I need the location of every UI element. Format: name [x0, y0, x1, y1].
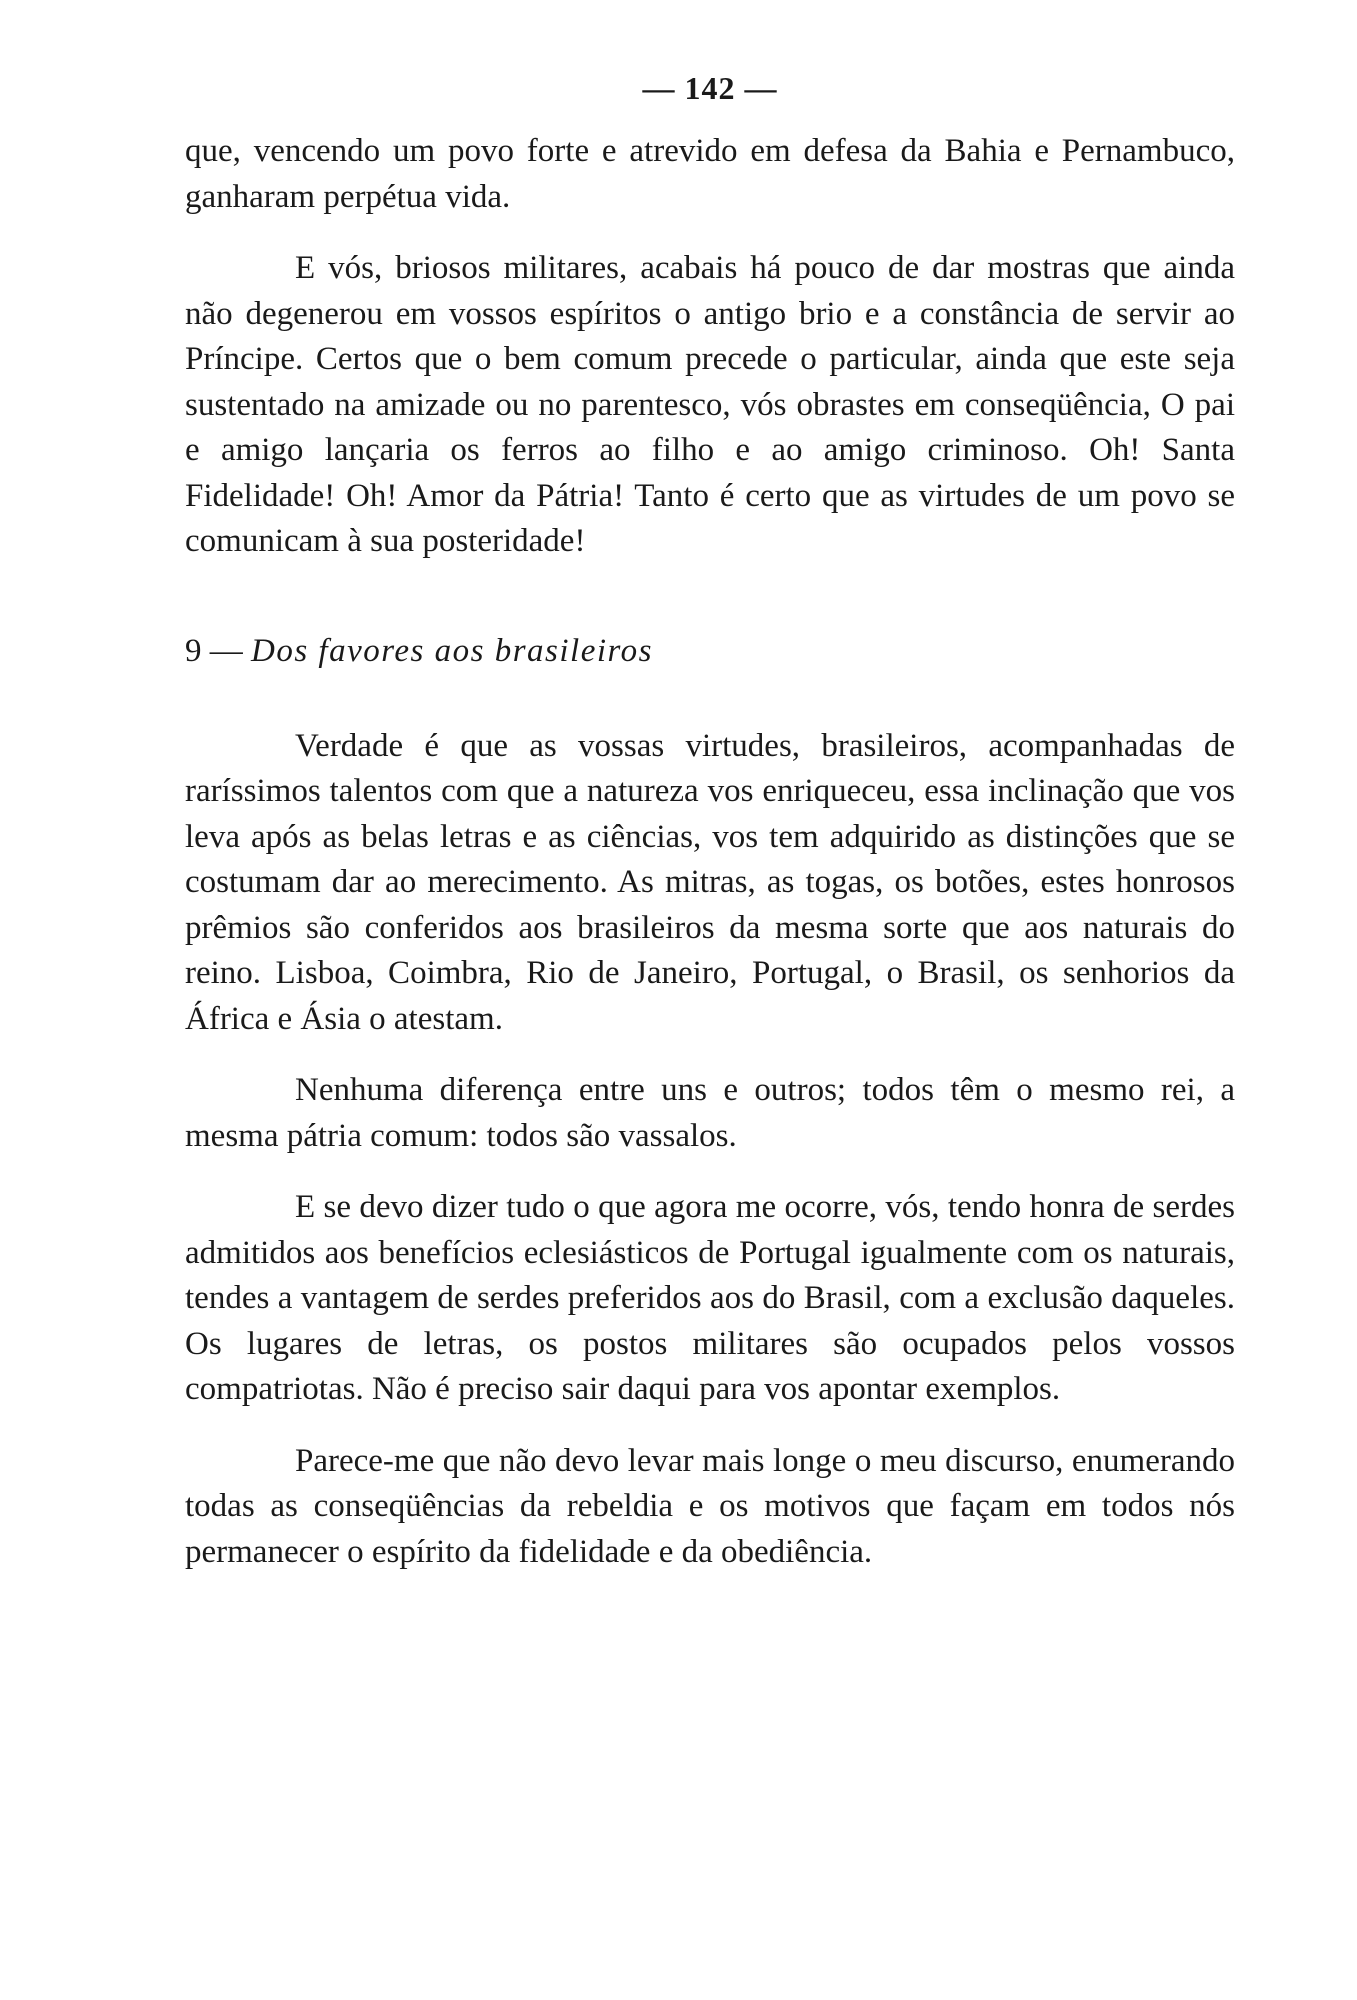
- paragraph-virtudes: Verdade é que as vossas virtudes, brasileiros, acompanhadas de raríssimos talentos com que a natureza vos enriqueceu, essa inclinação que vos leva após as belas letras e as ciências, vos tem adquirido as distinções que se costumam dar ao merecimento. As mitras, as togas, os botões, estes honrosos prêmios são conferidos aos brasileiros da mesma sorte que aos naturais do reino. Lisboa, Coimbra, Rio de Janeiro, Portugal, o Brasil, os senhorios da África e Ásia o atestam.: [185, 727, 1235, 1037]
- paragraph-conclusao: Parece-me que não devo levar mais longe o meu discurso, enumerando todas as conseqüências da rebeldia e os motivos que façam em todos nós permanecer o espírito da fidelidade e da obediência.: [185, 1442, 1235, 1570]
- paragraph-beneficios: E se devo dizer tudo o que agora me ocorre, vós, tendo honra de serdes admitidos aos benefícios eclesiásticos de Portugal igualmente com os naturais, tendes a vantagem de serdes preferidos aos do Brasil, com a exclusão daqueles. Os lugares de letras, os postos militares são ocupados pelos vossos compatriotas. Não é preciso sair daqui para vos apontar exemplos.: [185, 1189, 1235, 1407]
- page-number: — 142 —: [642, 70, 778, 106]
- document-page: [185, 70, 1235, 1575]
- paragraph-continuation: que, vencendo um povo forte e atrevido em defesa da Bahia e Pernambuco, ganharam perpétua vida.: [185, 133, 1235, 215]
- paragraph-militares: E vós, briosos militares, acabais há pouco de dar mostras que ainda não degenerou em vossos espíritos o antigo brio e a constância de servir ao Príncipe. Certos que o bem comum precede o particular, ainda que este seja sustentado na amizade ou no parentesco, vós obrastes em conseqüência, O pai e amigo lançaria os ferros ao filho e ao amigo criminoso. Oh! Santa Fidelidade! Oh! Amor da Pátria! Tanto é certo que as virtudes de um povo se comunicam à sua posteridade!: [185, 250, 1235, 559]
- paragraph-diferenca: Nenhuma diferença entre uns e outros; todos têm o mesmo rei, a mesma pátria comum: todos são vassalos.: [185, 1072, 1235, 1154]
- section-title: Dos favores aos brasileiros: [251, 632, 653, 669]
- section-heading: [185, 629, 1235, 674]
- section-number: 9 —: [185, 632, 243, 669]
